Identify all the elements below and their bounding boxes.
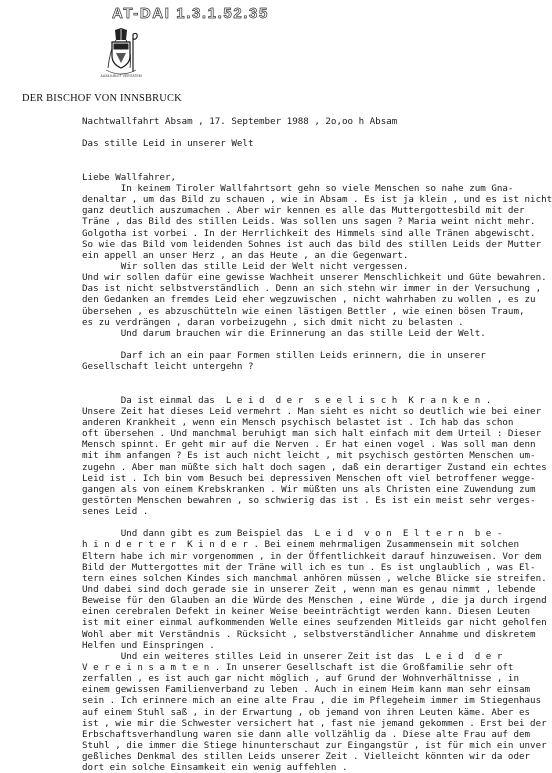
text-line: Und dann gibt es zum Beispiel das L e i d v o n E l t e r n b e -	[82, 528, 503, 540]
text-line: den Gedanken an fremdes Leid eher wegzuwischen , nicht wahrhaben zu wollen , es zu	[82, 294, 536, 306]
text-line: mit ihm anfangen ? Es ist auch nicht leicht , mit psychisch gestörten Menschen um-	[82, 450, 536, 462]
text-line: oft übersehen . Und manchmal beruhigt man sich halt einfach mit dem Urteil : Dieser	[82, 428, 542, 440]
text-line: Nachtwallfahrt Absam , 17. September 1988 , 2o,oo h Absam	[82, 116, 398, 128]
text-line	[82, 339, 502, 350]
text-line: So wie das Bild vom leidenden Sohnes ist auch das bild des stillen Leids der Mutter	[82, 238, 542, 250]
text-line: dort ein solche Einsamkeit ein wenig auffehlen .	[82, 762, 348, 773]
text-line	[82, 161, 502, 172]
text-line	[82, 372, 502, 383]
text-line: Wohl aber mit Verständnis . Rücksicht , selbstverständlicher Annahme und diskretem	[82, 628, 536, 640]
text-line: Und ein weiteres stilles Leid in unserer Zeit ist das L e i d d e r	[82, 650, 503, 662]
letterhead-title: DER BISCHOF VON INNSBRUCK	[22, 93, 182, 104]
text-line	[82, 150, 502, 161]
archive-stamp: AT-DAI 1.3.1.52.35	[112, 5, 269, 22]
text-line: einen cerebralen Defekt in keiner Weise beeinträchtigt werden kann. Diesen Leuten	[82, 606, 531, 618]
text-line	[82, 105, 502, 116]
text-line: gangen als von einem Krebskranken . Wir müßten uns als Christen eine Zuwendung zum	[82, 483, 536, 495]
text-line: Wir sollen das stille Leid der Welt nicht vergessen.	[82, 260, 409, 272]
text-line: Das stille Leid in unserer Welt	[82, 138, 254, 150]
text-line: Das ist nicht selbstverständlich . Denn an sich stehn wir immer in der Versuchung ,	[82, 283, 542, 295]
bishop-coat-of-arms-icon	[102, 28, 140, 80]
text-line: Bild der Muttergottes mit der Träne will ich es tun . Es ist unglaublich , was El-	[82, 561, 536, 573]
text-line: gestörten Menschen bewahren , so schwierig das ist . Es ist ein meist sehr verges-	[82, 494, 536, 506]
text-line: Leid ist . Ich bin vom Besuch bei depressiven Menschen oft viel betroffener wegge-	[82, 472, 536, 484]
text-line	[82, 517, 502, 528]
text-line: Beweise für den Glauben an die Würde des Menschen , eine Würde , die ja durch irgend	[82, 595, 547, 607]
text-line: Stuhl , die immer die Stiege hinunterschaut zur Eingangstür , ist für mich ein unver	[82, 740, 547, 752]
text-line: Mensch spinnt. Er geht mir auf die Nerven . Er hat einen vogel . Was soll man denn	[82, 439, 536, 451]
text-line: Da ist einmal das L e i d d e r s e e l i s c h K r a n k e n .	[82, 394, 492, 406]
text-line: auf einem Stuhl saß , in der Erwartung , ob jemand von ihren Leuten käme. Aber es	[82, 706, 531, 718]
text-line: übersehen , es abzuschütteln wie einen lästigen Bettler , wie einen bösen Traum,	[82, 305, 525, 317]
letter-body	[82, 105, 552, 773]
text-line: anderen Krankheit , wenn ein Mensch psychisch belastet ist . Ich hab das schon	[82, 416, 514, 428]
text-line: Golgotha ist vorbei . In der Herrlichkeit des Himmels sind alle Tränen abgewischt.	[82, 227, 536, 239]
text-line: denaltar , um das Bild zu schauen , wie in Absam . Es ist ja klein , und es ist nicht	[82, 194, 552, 206]
text-line: tern eines solchen Kindes sich manchmal anhören müssen , welche Blicke sie streifen.	[82, 572, 547, 584]
text-line: Und dabei sind doch gerade sie in unserer Zeit , wenn man es genau nimmt , lebende	[82, 584, 536, 596]
text-line	[82, 384, 502, 395]
text-line: ein appell an unser Herz , an das Heute , an die Gegenwart.	[82, 249, 409, 261]
text-line: zugehn . Aber man müßte sich halt doch sagen , daß ein derartiger Zustand ein echtes	[82, 461, 547, 473]
text-line: ist , wie mir die Schwester versichert hat , fast nie jemand gekommen . Erst bei der	[82, 717, 547, 729]
text-line: Darf ich an ein paar Formen stillen Leids erinnern, die in unserer	[82, 350, 486, 362]
text-line: In keinem Tiroler Wallfahrtsort gehn so viele Menschen so nahe zum Gna-	[82, 182, 514, 194]
text-line: es zu verdrängen , daran vorbeizugehn , sich dmit nicht zu belasten .	[82, 316, 464, 328]
text-line: Und wir sollen dafür eine gewisse Wachheit unserer Menschlichkeit und Güte bewahren.	[82, 272, 547, 284]
crest-motto: AUXILIUM ET VERITATEM	[100, 74, 142, 78]
text-line	[82, 127, 502, 138]
text-line: ist mit einer einmal aufkommenden Welle eines seufzenden Mitleids gar nicht geholfen	[82, 617, 547, 629]
text-line: Unsere Zeit hat dieses Leid vermehrt . Man sieht es nicht so deutlich wie bei einer	[82, 405, 542, 417]
text-line: zerfallen , es ist auch gar nicht möglich , auf Grund der Wohnverhältnisse , in	[82, 673, 519, 685]
text-line: geßliches Denkmal des stillen Leids unserer Zeit . Vielleicht könnten wir da oder	[82, 751, 531, 763]
text-line: sein . Ich erinnere mich an eine alte Frau , die im Pflegeheim immer im Stiegenhaus	[82, 695, 542, 707]
text-line: einem gewissen Familienverband zu leben . Auch in einem Heim kann man sehr einsam	[82, 684, 531, 696]
text-line: h i n d e r t e r K i n d e r . Bei einem mehrmaligen Zusammensein mit solchen	[82, 539, 519, 551]
text-line: senes Leid .	[82, 506, 149, 518]
text-line: Gesellschaft leicht untergehn ?	[82, 361, 254, 373]
text-line: Liebe Wallfahrer,	[82, 171, 177, 183]
text-line: Träne , das Bild des stillen Leids. Was sollen uns sagen ? Maria weint nicht mehr.	[82, 216, 536, 228]
text-line: Eltern habe ich mir vorgenommen , in der Öffentlichkeit darauf hinzuweisen. Vor dem	[82, 550, 542, 562]
text-line: Und darum brauchen wir die Erinnerung an das stille Leid der Welt.	[82, 327, 486, 339]
text-line: V e r e i n s a m t e n . In unserer Gesellschaft ist die Großfamilie sehr oft	[82, 662, 514, 674]
text-line: ganz deutlich auszumachen . Aber wir kennen es alle das Muttergottesbild mit der	[82, 205, 525, 217]
text-line: Helfen und Einspringen .	[82, 639, 215, 651]
text-line: Erbschaftsverhandlung waren sie dann alle vollzählig da . Diese alte Frau auf dem	[82, 728, 531, 740]
